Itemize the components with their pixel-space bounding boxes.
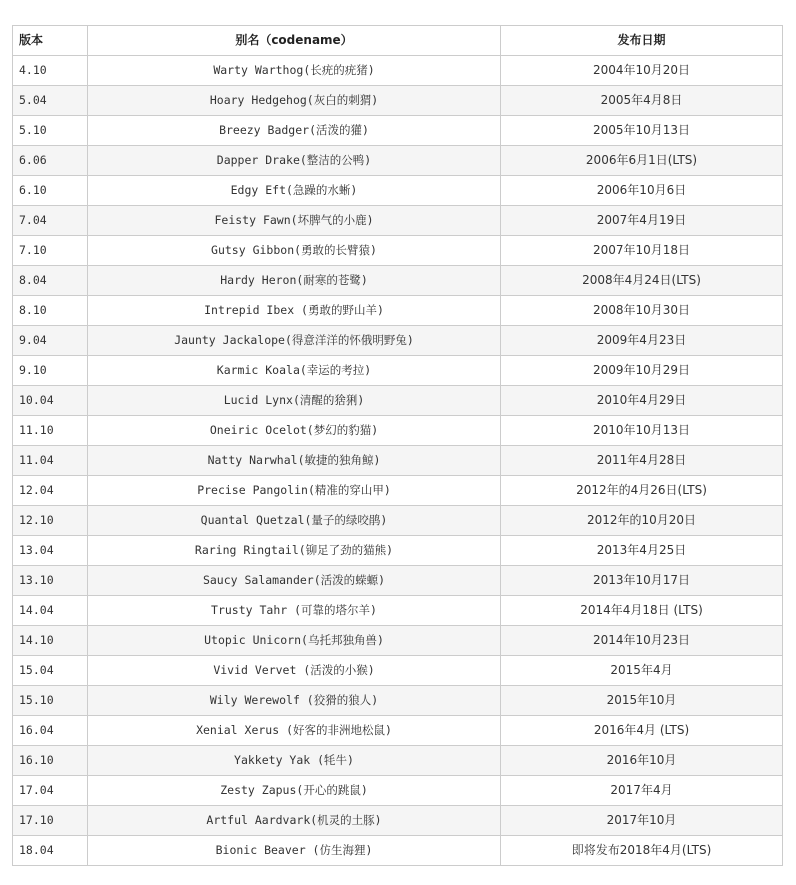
release-date-cell: 2004年10月20日	[501, 56, 783, 86]
header-release-date: 发布日期	[501, 26, 783, 56]
version-cell: 7.04	[13, 206, 88, 236]
version-cell: 16.10	[13, 746, 88, 776]
version-cell: 5.04	[13, 86, 88, 116]
codename-cell: Natty Narwhal(敏捷的独角鲸)	[88, 446, 501, 476]
version-cell: 15.10	[13, 686, 88, 716]
version-cell: 8.04	[13, 266, 88, 296]
table-row	[13, 296, 783, 326]
table-row	[13, 446, 783, 476]
ubuntu-release-table	[12, 25, 783, 866]
version-cell: 6.06	[13, 146, 88, 176]
release-date-cell: 2008年10月30日	[501, 296, 783, 326]
release-date-cell: 2016年4月 (LTS)	[501, 716, 783, 746]
table-row	[13, 566, 783, 596]
table-row	[13, 236, 783, 266]
codename-cell: Oneiric Ocelot(梦幻的豹猫)	[88, 416, 501, 446]
release-date-cell: 2008年4月24日(LTS)	[501, 266, 783, 296]
codename-cell: Breezy Badger(活泼的獾)	[88, 116, 501, 146]
codename-cell: Wily Werewolf (狡猾的狼人)	[88, 686, 501, 716]
release-date-cell: 2014年4月18日 (LTS)	[501, 596, 783, 626]
table-row	[13, 776, 783, 806]
table-row	[13, 176, 783, 206]
table-row	[13, 56, 783, 86]
version-cell: 7.10	[13, 236, 88, 266]
codename-cell: Gutsy Gibbon(勇敢的长臂猿)	[88, 236, 501, 266]
table-row	[13, 86, 783, 116]
table-row	[13, 386, 783, 416]
table-row	[13, 116, 783, 146]
table-row	[13, 416, 783, 446]
release-date-cell: 2015年10月	[501, 686, 783, 716]
version-cell: 12.10	[13, 506, 88, 536]
version-cell: 10.04	[13, 386, 88, 416]
header-version: 版本	[13, 26, 88, 56]
table-row	[13, 656, 783, 686]
version-cell: 6.10	[13, 176, 88, 206]
release-date-cell: 2005年4月8日	[501, 86, 783, 116]
version-cell: 13.04	[13, 536, 88, 566]
release-date-cell: 2005年10月13日	[501, 116, 783, 146]
version-cell: 9.10	[13, 356, 88, 386]
codename-cell: Trusty Tahr (可靠的塔尔羊)	[88, 596, 501, 626]
version-cell: 8.10	[13, 296, 88, 326]
release-date-cell: 2013年4月25日	[501, 536, 783, 566]
version-cell: 18.04	[13, 836, 88, 866]
version-cell: 4.10	[13, 56, 88, 86]
release-date-cell: 2017年10月	[501, 806, 783, 836]
codename-cell: Intrepid Ibex (勇敢的野山羊)	[88, 296, 501, 326]
table-row	[13, 266, 783, 296]
table-row	[13, 536, 783, 566]
release-date-cell: 2017年4月	[501, 776, 783, 806]
codename-cell: Utopic Unicorn(乌托邦独角兽)	[88, 626, 501, 656]
table-row	[13, 506, 783, 536]
release-date-cell: 2007年4月19日	[501, 206, 783, 236]
release-date-cell: 2010年4月29日	[501, 386, 783, 416]
codename-cell: Yakkety Yak (牦牛)	[88, 746, 501, 776]
codename-cell: Karmic Koala(幸运的考拉)	[88, 356, 501, 386]
version-cell: 17.04	[13, 776, 88, 806]
release-date-cell: 2012年的10月20日	[501, 506, 783, 536]
codename-cell: Zesty Zapus(开心的跳鼠)	[88, 776, 501, 806]
header-codename: 别名（codename）	[88, 26, 501, 56]
version-cell: 11.10	[13, 416, 88, 446]
version-cell: 14.10	[13, 626, 88, 656]
release-table-container	[12, 25, 782, 866]
codename-cell: Xenial Xerus (好客的非洲地松鼠)	[88, 716, 501, 746]
version-cell: 11.04	[13, 446, 88, 476]
table-row	[13, 626, 783, 656]
release-date-cell: 2006年6月1日(LTS)	[501, 146, 783, 176]
table-header-row	[13, 26, 783, 56]
codename-cell: Hardy Heron(耐寒的苍鹭)	[88, 266, 501, 296]
table-row	[13, 326, 783, 356]
codename-cell: Quantal Quetzal(量子的绿咬鹃)	[88, 506, 501, 536]
version-cell: 9.04	[13, 326, 88, 356]
release-date-cell: 2007年10月18日	[501, 236, 783, 266]
table-body	[13, 56, 783, 866]
codename-cell: Saucy Salamander(活泼的蝾螈)	[88, 566, 501, 596]
table-row	[13, 806, 783, 836]
codename-cell: Warty Warthog(长疣的疣猪)	[88, 56, 501, 86]
version-cell: 14.04	[13, 596, 88, 626]
table-row	[13, 716, 783, 746]
release-date-cell: 2015年4月	[501, 656, 783, 686]
codename-cell: Vivid Vervet (活泼的小猴)	[88, 656, 501, 686]
version-cell: 5.10	[13, 116, 88, 146]
release-date-cell: 2012年的4月26日(LTS)	[501, 476, 783, 506]
table-row	[13, 146, 783, 176]
release-date-cell: 2011年4月28日	[501, 446, 783, 476]
table-row	[13, 206, 783, 236]
release-date-cell: 2014年10月23日	[501, 626, 783, 656]
codename-cell: Raring Ringtail(铆足了劲的猫熊)	[88, 536, 501, 566]
version-cell: 16.04	[13, 716, 88, 746]
release-date-cell: 2010年10月13日	[501, 416, 783, 446]
release-date-cell: 2009年10月29日	[501, 356, 783, 386]
table-row	[13, 836, 783, 866]
codename-cell: Precise Pangolin(精准的穿山甲)	[88, 476, 501, 506]
release-date-cell: 即将发布2018年4月(LTS)	[501, 836, 783, 866]
table-row	[13, 686, 783, 716]
release-date-cell: 2013年10月17日	[501, 566, 783, 596]
table-row	[13, 596, 783, 626]
codename-cell: Dapper Drake(整洁的公鸭)	[88, 146, 501, 176]
codename-cell: Edgy Eft(急躁的水蜥)	[88, 176, 501, 206]
table-row	[13, 356, 783, 386]
release-date-cell: 2009年4月23日	[501, 326, 783, 356]
codename-cell: Lucid Lynx(清醒的猞猁)	[88, 386, 501, 416]
table-row	[13, 746, 783, 776]
version-cell: 15.04	[13, 656, 88, 686]
codename-cell: Feisty Fawn(坏脾气的小鹿)	[88, 206, 501, 236]
release-date-cell: 2016年10月	[501, 746, 783, 776]
codename-cell: Jaunty Jackalope(得意洋洋的怀俄明野兔)	[88, 326, 501, 356]
release-date-cell: 2006年10月6日	[501, 176, 783, 206]
codename-cell: Artful Aardvark(机灵的土豚)	[88, 806, 501, 836]
codename-cell: Hoary Hedgehog(灰白的刺猬)	[88, 86, 501, 116]
table-row	[13, 476, 783, 506]
version-cell: 12.04	[13, 476, 88, 506]
version-cell: 17.10	[13, 806, 88, 836]
version-cell: 13.10	[13, 566, 88, 596]
codename-cell: Bionic Beaver (仿生海狸)	[88, 836, 501, 866]
